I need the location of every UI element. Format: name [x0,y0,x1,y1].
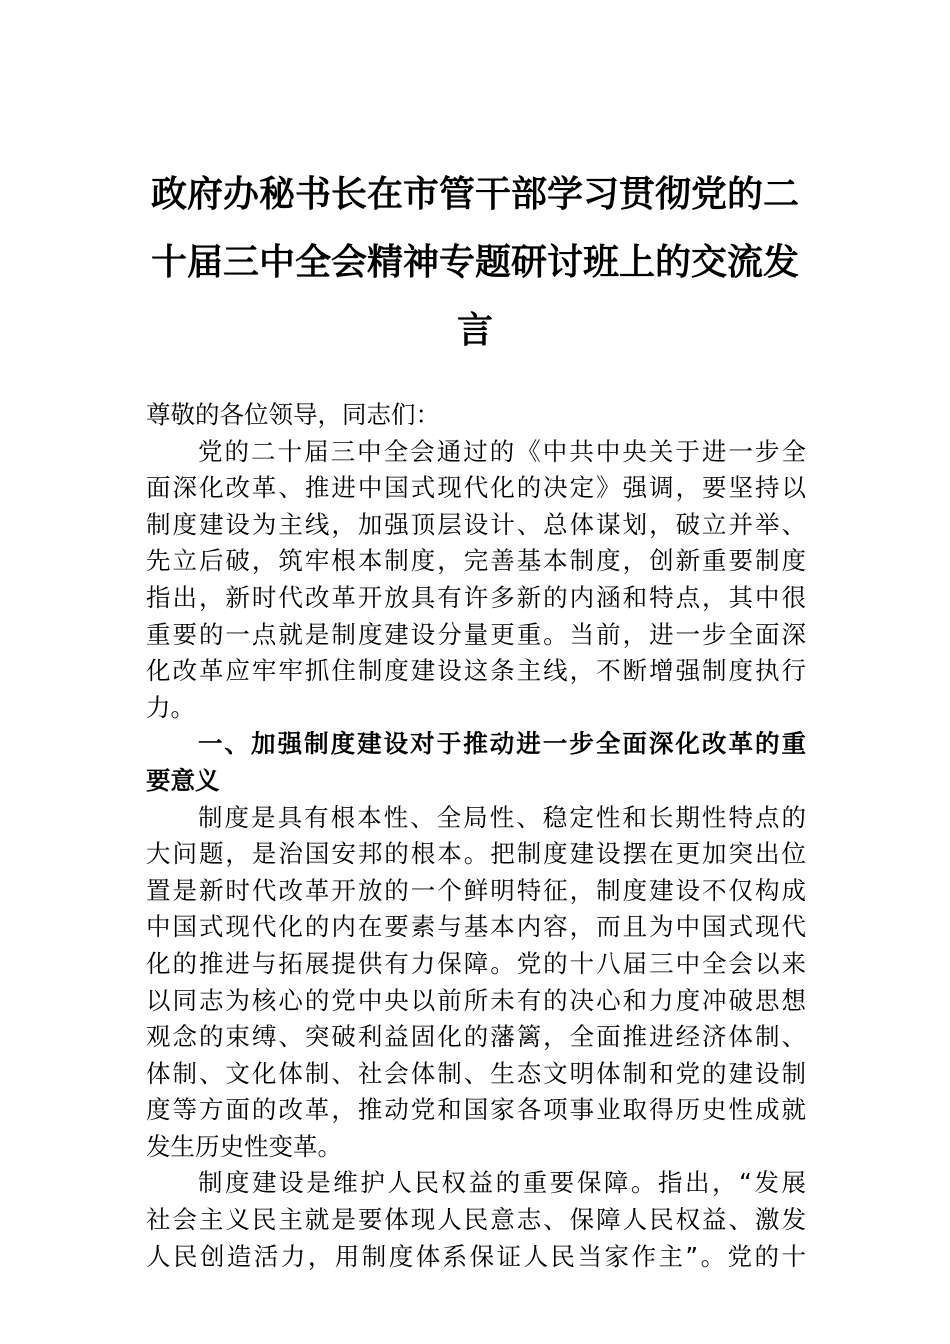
paragraph-1 [146,434,806,727]
text-line: 度等方面的改革，推动党和国家各项事业取得历史性成就 [146,1095,806,1125]
text-line: 社会主义民主就是要体现人民意志、保障人民权益、激发 [146,1205,806,1235]
text-line: 发生历史性变革。 [146,1131,342,1161]
text-line: 先立后破，筑牢根本制度，完善基本制度，创新重要制度 [146,546,806,576]
text-line: 大问题，是治国安邦的根本。把制度建设摆在更加突出位 [146,839,806,869]
text-line: 观念的束缚、突破利益固化的藩篱，全面推进经济体制、 [146,1022,806,1052]
text-line: 制度建设为主线，加强顶层设计、总体谋划，破立并举、 [146,509,806,539]
text-line: 体制、文化体制、社会体制、生态文明体制和党的建设制 [146,1058,806,1088]
text-line: 重要的一点就是制度建设分量更重。当前，进一步全面深 [146,619,806,649]
text-line: 以同志为核心的党中央以前所未有的决心和力度冲破思想 [146,985,806,1015]
salutation: 尊敬的各位领导，同志们： [146,400,440,429]
heading-line: 一、加强制度建设对于推动进一步全面深化改革的重 [198,729,806,759]
text-line: 置是新时代改革开放的一个鲜明特征，制度建设不仅构成 [146,875,806,905]
paragraph-3 [146,1165,806,1275]
text-line: 制度建设是维护人民权益的重要保障。指出，“发展 [198,1168,806,1198]
heading-line: 要意义 [146,765,220,795]
title-line: 言 [456,309,493,351]
text-line: 中国式现代化的内在要素与基本内容，而且为中国式现代 [146,912,806,942]
text-line: 面深化改革、推进中国式现代化的决定》强调，要坚持以 [146,473,806,503]
text-line: 力。 [146,692,195,722]
section-heading-1 [146,726,806,799]
title-line: 政府办秘书长在市管干部学习贯彻党的二 [150,173,799,215]
text-line: 化改革应牢牢抓住制度建设这条主线，不断增强制度执行 [146,656,806,686]
text-line: 指出，新时代改革开放具有许多新的内涵和特点，其中很 [146,582,806,612]
text-line: 党的二十届三中全会通过的《中共中央关于进一步全 [198,436,806,466]
text-line: 化的推进与拓展提供有力保障。党的十八届三中全会以来 [146,948,806,978]
text-line: 制度是具有根本性、全局性、稳定性和长期性特点的 [198,802,806,832]
title-line: 十届三中全会精神专题研讨班上的交流发 [150,241,799,283]
paragraph-2 [146,800,806,1166]
document-body [146,397,806,1275]
document-title [150,160,800,364]
text-line: 人民创造活力，用制度体系保证人民当家作主”。党的十 [146,1241,806,1271]
